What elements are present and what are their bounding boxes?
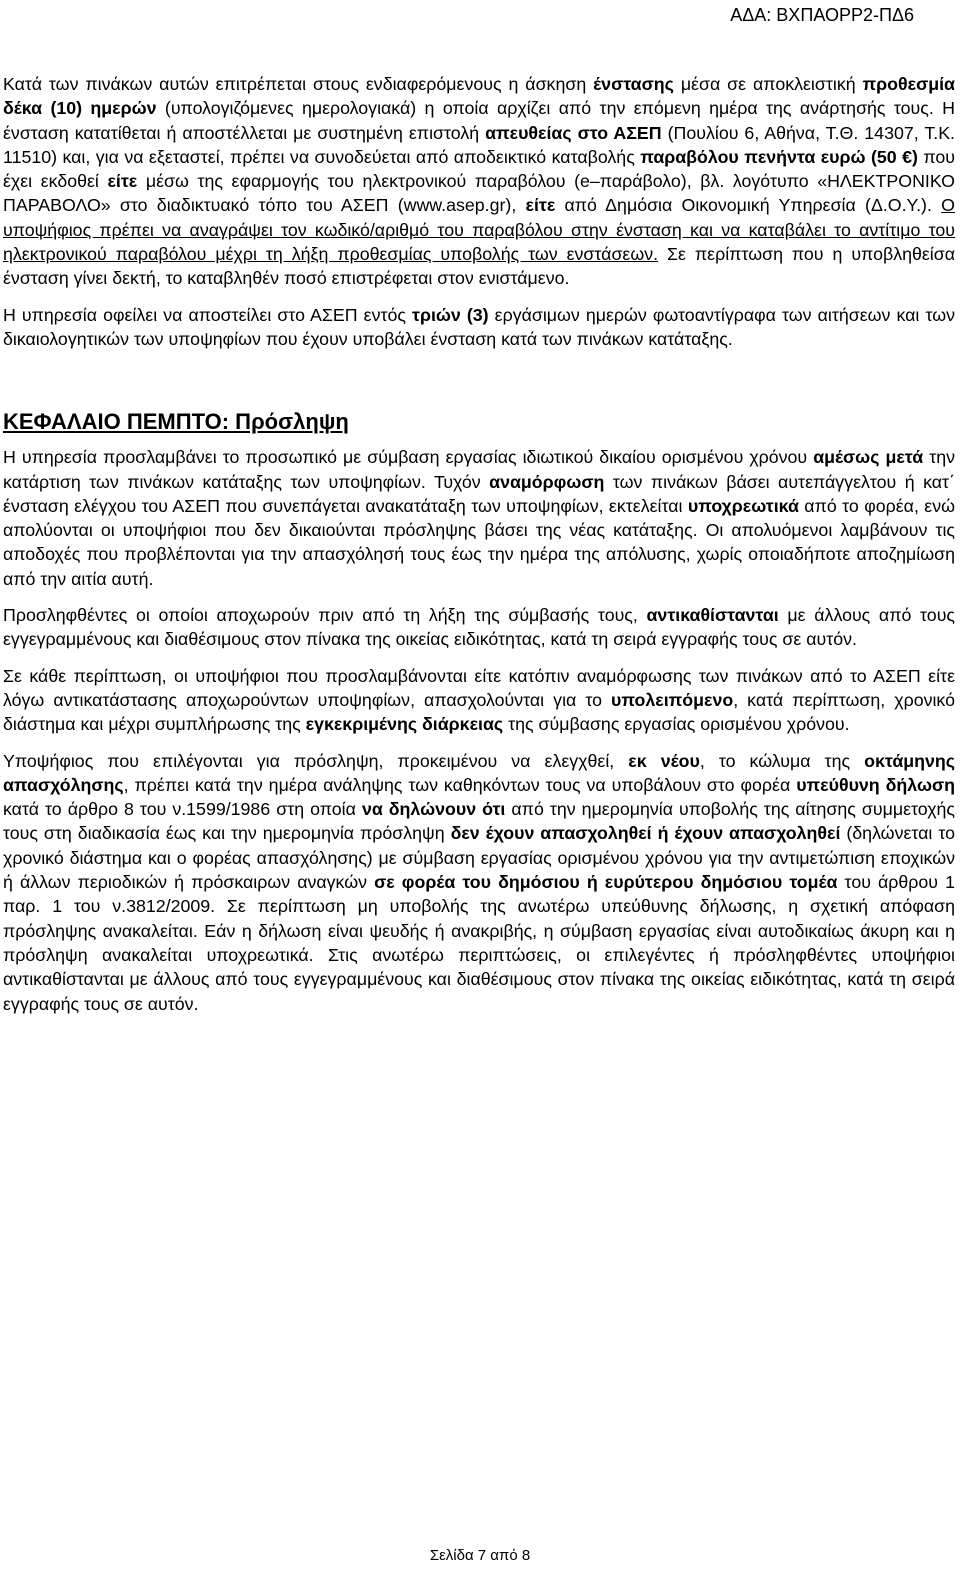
text-run: Σε περίπτωση που η υποβληθείσα ένσταση γίνει δεκτή, το καταβληθέν ποσό επιστρέφεται στον ενιστάμενο.: [3, 244, 955, 289]
bold-text-run: υπεύθυνη δήλωση: [796, 774, 955, 795]
paragraph-objections: [3, 72, 955, 291]
bold-text-run: αντικαθίστανται: [646, 605, 779, 626]
bold-text-run: προθεσμία δέκα (10) ημερών: [3, 74, 955, 119]
document-code: ΑΔΑ: ΒΧΠΑΟΡΡ2-ΠΔ6: [730, 5, 914, 25]
text-run: την κατάρτιση των πινάκων κατάταξης των υποψηφίων. Τυχόν: [3, 447, 955, 492]
bold-text-run: είτε: [525, 195, 556, 216]
bold-text-run: αναμόρφωση: [489, 471, 605, 492]
paragraph-service-obligation: [3, 303, 955, 352]
bold-text-run: σε φορέα του δημόσιου ή ευρύτερου δημόσιου τομέα: [374, 872, 838, 893]
bold-text-run: παραβόλου πενήντα ευρώ (50 €): [640, 146, 918, 167]
text-run: της σύμβασης εργασίας ορισμένου χρόνου.: [503, 714, 850, 735]
bold-text-run: απευθείας στο ΑΣΕΠ: [485, 122, 662, 143]
section-gap: [3, 363, 955, 409]
text-run: Κατά των πινάκων αυτών επιτρέπεται στους ενδιαφερόμενους η άσκηση: [3, 74, 594, 94]
text-run: από την ημερομηνία υποβολής της αίτησης συμμετοχής τους στη διαδικασία έως και την ημερομηνία πρόσληψη: [3, 799, 955, 844]
text-run: Η υπηρεσία οφείλει να αποστείλει στο ΑΣΕΠ εντός: [3, 304, 413, 325]
document-body: [3, 72, 955, 1028]
text-run: Υποψήφιος που επιλέγονται για πρόσληψη, προκειμένου να ελεγχθεί,: [3, 750, 629, 771]
text-run: που έχει εκδοθεί: [3, 146, 955, 192]
text-run: , πρέπει κατά την ημέρα ανάληψης των καθηκόντων τους να υποβάλουν στο φορέα: [123, 774, 797, 795]
bold-text-run: οκτάμηνης απασχόλησης: [3, 750, 955, 795]
bold-text-run: αμέσως μετά: [813, 447, 924, 468]
bold-text-run: εκ νέου: [628, 750, 700, 771]
text-run: , το κώλυμα της: [699, 750, 865, 771]
text-run: εργάσιμων ημερών φωτοαντίγραφα των αιτήσεων και των δικαιολογητικών των υποψηφίων που έχουν υποβάλει ένσταση κατά των πινάκων κατάταξης.: [3, 304, 955, 349]
text-run: (δηλώνεται το χρονικό διάστημα και ο φορέας απασχόλησης) με σύμβαση εργασίας ορισμένου χρόνου για την αντιμετώπιση εποχικών ή άλλων περιοδικών ή πρόσκαιρων αναγκών: [3, 823, 955, 893]
paragraph-solemn-declaration: [3, 749, 955, 1016]
chapter-heading: ΚΕΦΑΛΑΙΟ ΠΕΜΠΤΟ: Πρόσληψη: [3, 409, 349, 435]
bold-text-run: ένστασης: [593, 74, 674, 94]
text-run: (Πουλίου 6, Αθήνα, Τ.Θ. 14307, Τ.Κ. 11510) και, για να εξεταστεί, πρέπει να συνοδεύεται από αποδεικτικό καταβολής: [3, 122, 955, 167]
bold-text-run: εγκεκριμένης διάρκειας: [305, 714, 504, 735]
text-run: Σε κάθε περίπτωση, οι υποψήφιοι που προσλαμβάνονται είτε κατόπιν αναμόρφωσης των πινάκων από το ΑΣΕΠ είτε λόγω αντικατάστασης αποχωρούντων υποψηφίων, απασχολούνται για το: [3, 665, 955, 710]
bold-text-run: υποχρεωτικά: [687, 495, 799, 516]
text-run: Η υπηρεσία προσλαμβάνει το προσωπικό με σύμβαση εργασίας ιδιωτικού δικαίου ορισμένου χρόνου: [3, 447, 814, 468]
paragraph-replacement: [3, 603, 955, 652]
bold-text-run: είτε: [107, 171, 138, 192]
text-run: μέσα σε αποκλειστική: [673, 74, 863, 94]
text-run: κατά το άρθρο 8 του ν.1599/1986 στη οποία: [3, 799, 362, 820]
page-number: Σελίδα 7 από 8: [429, 1547, 531, 1564]
text-run: Προσληφθέντες οι οποίοι αποχωρούν πριν από τη λήξη της σύμβασής τους,: [3, 605, 647, 626]
bold-text-run: τριών (3): [412, 304, 489, 325]
bold-text-run: δεν έχουν απασχοληθεί ή έχουν απασχοληθεί: [450, 823, 841, 844]
paragraph-hiring: [3, 445, 955, 591]
text-run: με άλλους από τους εγγεγραμμένους και διαθέσιμους στον πίνακα της οικείας ειδικότητας, κατά τη σειρά εγγραφής τους σε αυτόν.: [3, 605, 955, 650]
bold-text-run: υπολειπόμενο: [611, 689, 734, 710]
underlined-text-run: Ο υποψήφιος πρέπει να αναγράψει τον κωδικό/αριθμό του παραβόλου στην ένσταση και να καταβάλει το αντίτιμο του ηλεκτρονικού παραβόλου μέχρι τη λήξη προθεσμίας υποβολής των ενστάσεων.: [3, 195, 955, 265]
text-run: μέσω της εφαρμογής του ηλεκτρονικού παραβόλου (e–παράβολο), βλ. λογότυπο «ΗΛΕΚΤΡΟΝΙΚΟ ΠΑΡΑΒΟΛΟ» στο διαδικτυακό τόπο του ΑΣΕΠ (www.asep.gr),: [3, 171, 955, 216]
text-run: από Δημόσια Οικονομική Υπηρεσία (Δ.Ο.Υ.).: [555, 195, 942, 216]
text-run: από το φορέα, ενώ απολύονται οι υποψήφιοι που δεν δικαιούνται πρόσληψης βάσει της νέας κατάταξης. Οι απολυόμενοι λαμβάνουν τις αποδοχές που προβλέπονται για την απασχόλησή τους έως την ημέρα της απόλυσης, χωρίς οποιαδήποτε αποζημίωση από την αιτία αυτή.: [3, 495, 955, 589]
text-run: , κατά περίπτωση, χρονικό διάστημα και μέχρι συμπλήρωσης της: [3, 689, 955, 735]
text-run: των πινάκων βάσει αυτεπάγγελτου ή κατ΄ ένσταση ελέγχου του ΑΣΕΠ που συνεπάγεται ανακατάταξη των υποψηφίων, εκτελείται: [3, 471, 955, 516]
paragraph-remaining-duration: [3, 664, 955, 737]
text-run: του άρθρου 1 παρ. 1 του ν.3812/2009. Σε περίπτωση μη υποβολής της ανωτέρω υπεύθυνης δήλωσης, η σχετική απόφαση πρόσληψης ανακαλείται. Εάν η δήλωση είναι ψευδής ή ανακριβής, η σύμβαση εργασίας είναι αυτοδικαίως άκυρη και η πρόσληψη ανακαλείται υποχρεωτικά. Στις ανωτέρω περιπτώσεις, οι επιλεγέντες ή πρόσληφθέντες υποψήφιοι αντικαθίστανται με άλλους από τους εγγεγραμμένους και διαθέσιμους στον πίνακα της οικείας ειδικότητας, κατά τη σειρά εγγραφής τους σε αυτόν.: [3, 872, 955, 1014]
text-run: (υπολογιζόμενες ημερολογιακά) η οποία αρχίζει από την επόμενη ημέρα της ανάρτησής τους. Η ένσταση κατατίθεται ή αποστέλλεται με συστημένη επιστολή: [3, 98, 955, 143]
bold-text-run: να δηλώνουν ότι: [361, 799, 506, 820]
